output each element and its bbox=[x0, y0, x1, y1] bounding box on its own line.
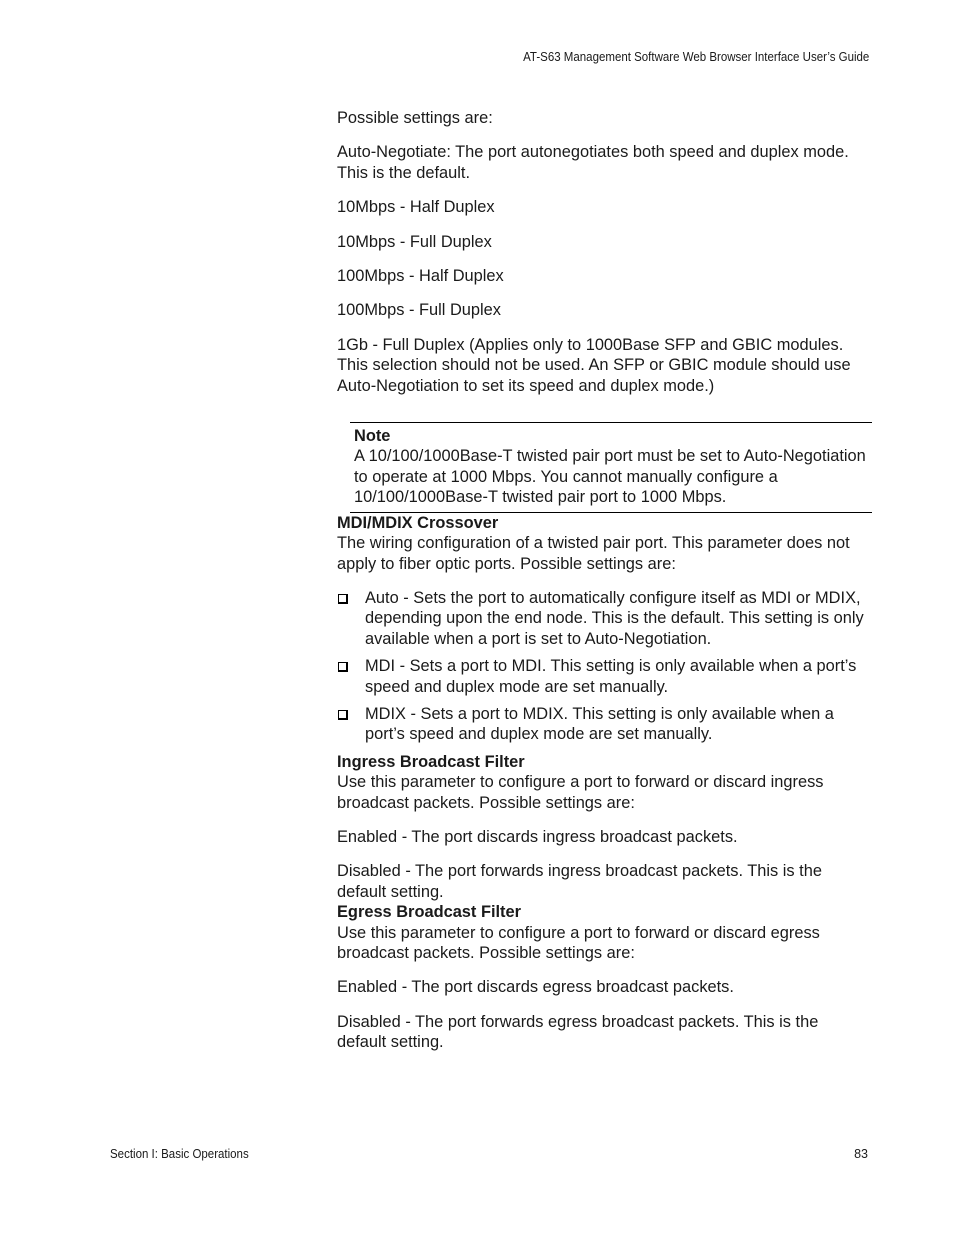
note-body: A 10/100/1000Base-T twisted pair port must be set to Auto-Negotiation to operate at 1000 Mbps. You cannot manually configure a 10/100/1000Base-T twisted pair port to 1000 Mbps. bbox=[354, 447, 866, 507]
ingress-enabled: Enabled - The port discards ingress broadcast packets. bbox=[337, 827, 738, 846]
list-item bbox=[337, 588, 872, 649]
running-header: AT-S63 Management Software Web Browser Interface User’s Guide bbox=[522, 50, 869, 64]
note-box bbox=[350, 422, 872, 513]
setting-1gb-full: 1Gb - Full Duplex (Applies only to 1000Base SFP and GBIC modules. This selection should not be used. An SFP or GBIC module should use Auto-Negotiation to set its speed and duplex mode.) bbox=[337, 335, 851, 395]
list-item bbox=[337, 656, 872, 697]
egress-disabled: Disabled - The port forwards egress broadcast packets. This is the default setting. bbox=[337, 1012, 819, 1052]
setting-10-full: 10Mbps - Full Duplex bbox=[337, 232, 492, 251]
egress-enabled: Enabled - The port discards egress broadcast packets. bbox=[337, 978, 734, 997]
note-title: Note bbox=[354, 427, 391, 446]
setting-10-half: 10Mbps - Half Duplex bbox=[337, 198, 495, 217]
mdi-description: The wiring configuration of a twisted pair port. This parameter does not apply to fiber optic ports. Possible settings are: bbox=[337, 534, 850, 573]
page-number: 83 bbox=[854, 1147, 868, 1161]
list-item bbox=[337, 704, 872, 745]
checkbox-bullet-icon bbox=[338, 594, 348, 604]
checkbox-bullet-icon bbox=[338, 710, 348, 720]
mdi-option-auto: Auto - Sets the port to automatically configure itself as MDI or MDIX, depending upon the end node. This is the default. This setting is only available when a port is set to Auto-Negotiation. bbox=[365, 588, 864, 648]
mdi-options-list bbox=[337, 588, 872, 745]
checkbox-bullet-icon bbox=[338, 662, 348, 672]
ingress-description: Use this parameter to configure a port to forward or discard ingress broadcast packets. Possible settings are: bbox=[337, 773, 824, 812]
page-body bbox=[337, 108, 872, 1053]
ingress-disabled: Disabled - The port forwards ingress broadcast packets. This is the default setting. bbox=[337, 862, 822, 901]
setting-100-half: 100Mbps - Half Duplex bbox=[337, 267, 504, 286]
setting-auto-negotiate: Auto-Negotiate: The port autonegotiates both speed and duplex mode. This is the default. bbox=[337, 143, 849, 182]
egress-description: Use this parameter to configure a port to forward or discard egress broadcast packets. Possible settings are: bbox=[337, 923, 820, 962]
mdi-option-mdi: MDI - Sets a port to MDI. This setting is only available when a port’s speed and duplex mode are set manually. bbox=[365, 657, 857, 696]
mdi-heading: MDI/MDIX Crossover bbox=[337, 513, 499, 532]
settings-lead: Possible settings are: bbox=[337, 109, 493, 127]
footer-section: Section I: Basic Operations bbox=[110, 1147, 249, 1161]
setting-100-full: 100Mbps - Full Duplex bbox=[337, 301, 501, 320]
ingress-heading: Ingress Broadcast Filter bbox=[337, 752, 525, 771]
mdi-option-mdix: MDIX - Sets a port to MDIX. This setting is only available when a port’s speed and duplex mode are set manually. bbox=[365, 704, 834, 744]
egress-heading: Egress Broadcast Filter bbox=[337, 903, 522, 922]
